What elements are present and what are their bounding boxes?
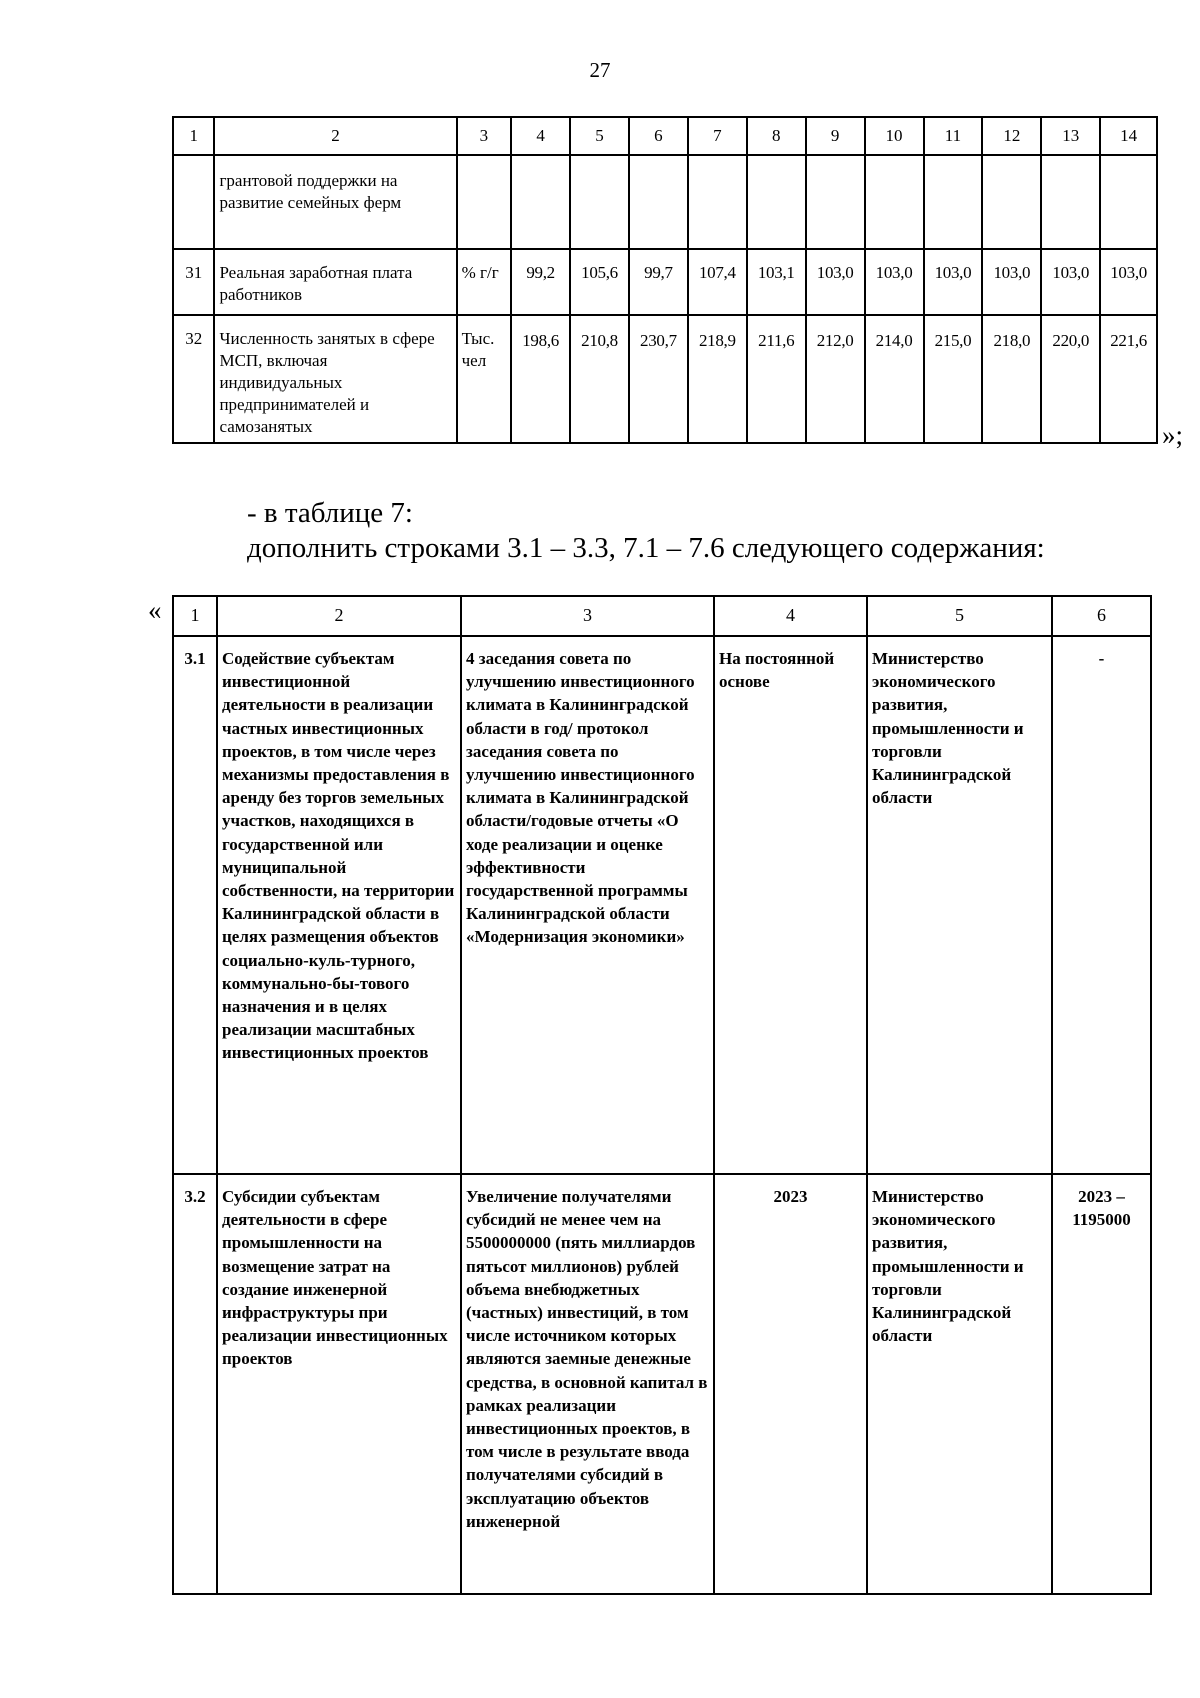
closing-quote: »; xyxy=(1162,420,1184,450)
extra-cell: - xyxy=(1052,636,1151,1174)
indicators-table xyxy=(172,116,1158,444)
value-cell: 220,0 xyxy=(1041,315,1100,443)
value-cell: 103,0 xyxy=(1100,249,1157,315)
indicator-name: грантовой поддержки на развитие семейных ферм xyxy=(214,155,456,249)
value-cell: 221,6 xyxy=(1100,315,1157,443)
row-number xyxy=(173,155,214,249)
column-header: 1 xyxy=(173,117,214,155)
value-cell: 103,0 xyxy=(806,249,865,315)
intro-text xyxy=(247,496,1045,566)
measure-cell: Содействие субъектам инвестиционной деятельности в реализации частных инвестиционных проектов, в том числе через механизмы предоставления в аренду без торгов земельных участков, находящихся в государственной или муниципальной собственности, на территории Калининградской области в целях размещения объектов социально-куль-турного, коммунально-бы-тового назначения и в целях реализации масштабных инвестиционных проектов xyxy=(217,636,461,1174)
row-number: 31 xyxy=(173,249,214,315)
indicator-name: Численность занятых в сфере МСП, включая индивидуальных предпринимателей и самозанятых xyxy=(214,315,456,443)
column-header: 6 xyxy=(629,117,688,155)
term-cell: На постоянной основе xyxy=(714,636,867,1174)
indicator-name: Реальная заработная плата работников xyxy=(214,249,456,315)
term-cell: 2023 xyxy=(714,1174,867,1594)
column-header: 9 xyxy=(806,117,865,155)
value-cell xyxy=(629,155,688,249)
value-cell: 215,0 xyxy=(924,315,983,443)
value-cell: 210,8 xyxy=(570,315,629,443)
value-cell: 214,0 xyxy=(865,315,924,443)
intro-line-2: дополнить строками 3.1 – 3.3, 7.1 – 7.6 следующего содержания: xyxy=(247,532,1045,564)
unit-cell: % г/г xyxy=(457,249,512,315)
executor-cell: Министерство экономического развития, промышленности и торговли Калининградской области xyxy=(867,1174,1052,1594)
value-cell xyxy=(924,155,983,249)
column-header: 4 xyxy=(714,596,867,636)
value-cell xyxy=(570,155,629,249)
column-header: 6 xyxy=(1052,596,1151,636)
result-cell: Увеличение получателями субсидий не менее чем на 5500000000 (пять миллиардов пятьсот миллионов) рублей объема внебюджетных (частных) инвестиций, в том числе источником которых являются заемные денежные средства, в основной капитал в рамках реализации инвестиционных проектов, в том числе в результате ввода получателями субсидий в эксплуатацию объектов инженерной xyxy=(461,1174,714,1594)
column-header: 2 xyxy=(217,596,461,636)
value-cell: 198,6 xyxy=(511,315,570,443)
measures-table xyxy=(172,595,1152,1595)
value-cell: 103,0 xyxy=(1041,249,1100,315)
value-cell: 103,0 xyxy=(865,249,924,315)
table-header-row xyxy=(173,117,1157,155)
value-cell: 99,2 xyxy=(511,249,570,315)
value-cell xyxy=(865,155,924,249)
value-cell: 99,7 xyxy=(629,249,688,315)
column-header: 11 xyxy=(924,117,983,155)
table-row xyxy=(173,249,1157,315)
value-cell: 103,0 xyxy=(982,249,1041,315)
table-row xyxy=(173,1174,1151,1594)
value-cell xyxy=(1041,155,1100,249)
value-cell xyxy=(806,155,865,249)
column-header: 2 xyxy=(214,117,456,155)
value-cell: 103,1 xyxy=(747,249,806,315)
unit-cell: Тыс. чел xyxy=(457,315,512,443)
column-header: 10 xyxy=(865,117,924,155)
value-cell: 105,6 xyxy=(570,249,629,315)
result-cell: 4 заседания совета по улучшению инвестиционного климата в Калининградской области в год/ протокол заседания совета по улучшению инвестиционного климата в Калининградской области/годовые отчеты «О ходе реализации и оценке эффективности государственной программы Калининградской области «Модернизация экономики» xyxy=(461,636,714,1174)
measure-cell: Субсидии субъектам деятельности в сфере промышленности на возмещение затрат на создание инженерной инфраструктуры при реализации инвестиционных проектов xyxy=(217,1174,461,1594)
value-cell xyxy=(511,155,570,249)
row-number: 3.2 xyxy=(173,1174,217,1594)
table-row xyxy=(173,315,1157,443)
column-header: 14 xyxy=(1100,117,1157,155)
intro-line-1: - в таблице 7: xyxy=(247,497,413,529)
value-cell: 103,0 xyxy=(924,249,983,315)
value-cell: 218,0 xyxy=(982,315,1041,443)
value-cell: 211,6 xyxy=(747,315,806,443)
value-cell xyxy=(982,155,1041,249)
column-header: 13 xyxy=(1041,117,1100,155)
open-quote: « xyxy=(148,595,162,625)
table-header-row xyxy=(173,596,1151,636)
value-cell xyxy=(688,155,747,249)
column-header: 7 xyxy=(688,117,747,155)
column-header: 3 xyxy=(457,117,512,155)
value-cell xyxy=(747,155,806,249)
column-header: 3 xyxy=(461,596,714,636)
row-number: 3.1 xyxy=(173,636,217,1174)
table-row xyxy=(173,155,1157,249)
row-number: 32 xyxy=(173,315,214,443)
value-cell xyxy=(1100,155,1157,249)
column-header: 5 xyxy=(867,596,1052,636)
page-number: 27 xyxy=(589,58,611,82)
value-cell: 218,9 xyxy=(688,315,747,443)
table-row xyxy=(173,636,1151,1174)
column-header: 1 xyxy=(173,596,217,636)
value-cell: 212,0 xyxy=(806,315,865,443)
value-cell: 230,7 xyxy=(629,315,688,443)
executor-cell: Министерство экономического развития, промышленности и торговли Калининградской области xyxy=(867,636,1052,1174)
column-header: 4 xyxy=(511,117,570,155)
column-header: 8 xyxy=(747,117,806,155)
column-header: 5 xyxy=(570,117,629,155)
value-cell: 107,4 xyxy=(688,249,747,315)
column-header: 12 xyxy=(982,117,1041,155)
extra-cell: 2023 – 1195000 xyxy=(1052,1174,1151,1594)
unit-cell xyxy=(457,155,512,249)
